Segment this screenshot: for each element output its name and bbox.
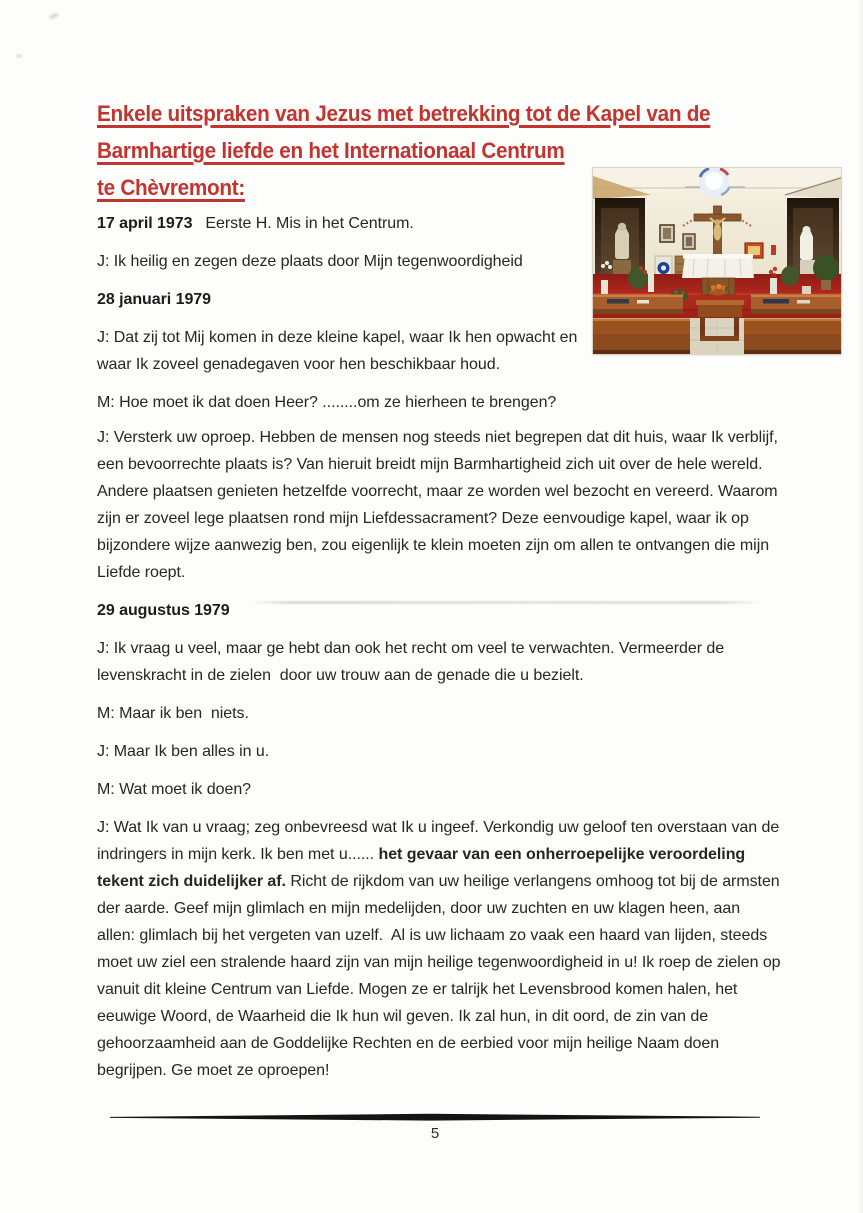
paragraph — [97, 814, 785, 1084]
scan-edge-shadow — [857, 0, 863, 1213]
date-heading: 29 augustus 1979 — [97, 602, 230, 619]
paragraph: J: Versterk uw oproep. Hebben de mensen nog steeds niet begrepen dat dit huis, waar Ik verblijf, een bevoorrechte plaats is? Van hieruit breidt mijn Barmhartigheid zich uit over de hele wereld. Andere plaatsen genieten hetzelfde voorrecht, maar ze worden wel bezocht en vereerd. Waarom zijn er zoveel lege plaatsen rond mijn Liefdessacrament? Deze eenvoudige kapel, waar ik op bijzondere wijze aanwezig ben, zou eigenlijk te klein moeten zijn om allen te ontvangen die mijn Liefde roept. — [97, 429, 783, 581]
paragraph: J: Dat zij tot Mij komen in deze kleine kapel, waar Ik hen opwacht en waar Ik zoveel genadegaven voor hen beschikbaar houd. — [97, 329, 582, 373]
title-line-3: te Chèvremont: — [97, 175, 245, 200]
page-footer — [110, 1113, 760, 1142]
footer-rule — [110, 1113, 760, 1122]
paragraph: M: Hoe moet ik dat doen Heer? ........om ze hierheen te brengen? — [97, 394, 557, 411]
paragraph-text: J: Wat Ik van u vraag; zeg onbevreesd wat Ik u ingeef. Verkondig uw geloof ten overstaan van de indringers in mijn kerk. Ik ben met u...... — [97, 819, 784, 863]
chapel-photo — [593, 168, 841, 354]
paragraph-text: Richt de rijkdom van uw heilige verlangens omhoog tot bij de armsten der aarde. Geef mijn glimlach en mijn medelijden, door uw zuchten en uw klagen heen, aan allen: glimlach bij het vergeten van uzelf. Al is uw lichaam zo vaak een haard van lijden, steeds moet uw ziel een stralende haard zijn van mijn heilige tegenwoordigheid in u! Ik roep de zielen op vanuit dit kleine Centrum van Liefde. Mogen ze er talrijk het Levensbrood komen halen, het eeuwige Woord, de Waarheid die Ik hun wil geven. Ik zal hun, in dit oord, de zin van de gehoorzaamheid aan de Goddelijke Rechten en de eerbied voor mijn heilige Naam doen begrijpen. Ge moet ze oproepen! — [97, 873, 785, 1079]
date-label: 17 april 1973 — [97, 215, 193, 232]
page-number: 5 — [430, 1125, 440, 1142]
paragraph: M: Maar ik ben niets. — [97, 705, 249, 722]
date-heading-text: Eerste H. Mis in het Centrum. — [205, 215, 414, 232]
scan-smudge — [49, 12, 60, 19]
title-line-1: Enkele uitspraken van Jezus met betrekking tot de Kapel van de — [97, 101, 711, 126]
title-line-2: Barmhartige liefde en het Internationaal Centrum — [97, 138, 565, 163]
body-column-upper — [97, 210, 599, 427]
scan-smudge — [16, 54, 22, 58]
date-heading — [97, 210, 599, 237]
paragraph: J: Ik heilig en zegen deze plaats door Mijn tegenwoordigheid — [97, 253, 523, 270]
paragraph: J: Maar Ik ben alles in u. — [97, 743, 270, 760]
chapel-interior-photo-graphic — [593, 168, 841, 354]
body-column-lower — [97, 424, 785, 1095]
paragraph: J: Ik vraag u veel, maar ge hebt dan ook het recht om veel te verwachten. Vermeerder de levenskracht in de zielen door uw trouw aan de genade die u bezielt. — [97, 640, 729, 684]
bold-emphasis: het gevaar van een onherroepelijke veroordeling tekent zich duidelijker af. — [97, 846, 750, 890]
date-heading: 28 januari 1979 — [97, 291, 211, 308]
paragraph: M: Wat moet ik doen? — [97, 781, 252, 798]
